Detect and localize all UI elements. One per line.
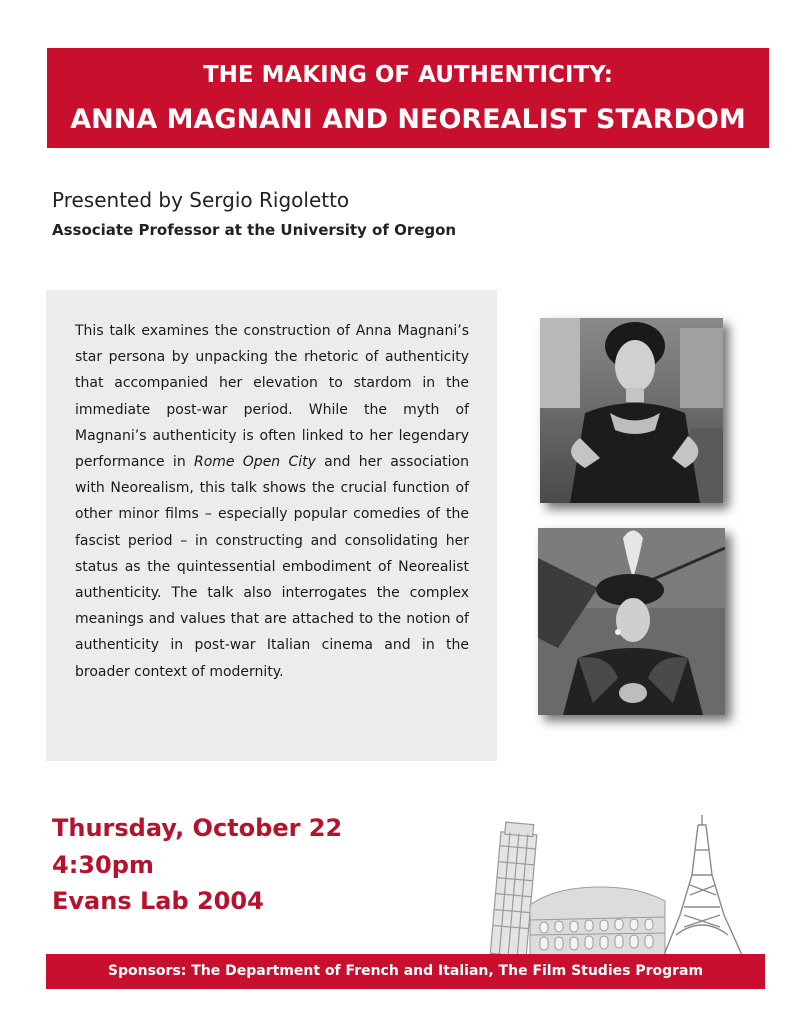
event-location: Evans Lab 2004 [52, 887, 264, 915]
title-banner [47, 48, 769, 148]
film-title: Rome Open City [193, 454, 316, 471]
event-time: 4:30pm [52, 850, 154, 879]
presenter-name: Presented by Sergio Rigoletto [52, 188, 350, 212]
title-line-1: THE MAKING OF AUTHENTICITY: [202, 62, 614, 88]
landmarks-illustration [480, 815, 770, 955]
eiffel-tower-icon [664, 815, 742, 955]
title-line-2: ANNA MAGNANI AND NEOREALIST STARDOM [70, 104, 746, 135]
presenter-affiliation: Associate Professor at the University of Oregon [52, 221, 457, 239]
abstract-part-1: This talk examines the construction of Anna Magnani’s star persona by unpacking the rhetoric of authenticity that accompanied her elevation to stardom in the immediate post-war period. While the myth of Magnani’s authenticity is often linked to her legendary performance in [75, 323, 469, 471]
anna-magnani-feathered-hat-photo [538, 528, 725, 715]
portrait-photo-image [540, 318, 723, 503]
sponsors-banner: Sponsors: The Department of French and Italian, The Film Studies Program [46, 954, 765, 989]
abstract-text [75, 318, 469, 685]
event-details [52, 810, 342, 920]
abstract-box [46, 290, 497, 761]
colosseum-icon [530, 887, 665, 955]
feathered-hat-photo-image [538, 528, 725, 715]
event-date: Thursday, October 22 [52, 814, 343, 842]
anna-magnani-portrait-photo [540, 318, 723, 503]
abstract-part-2: and her association with Neorealism, this talk shows the crucial function of other minor films – especially popular comedies of the fascist period – in constructing and consolidating her status as the quintessential embodiment of Neorealist authenticity. The talk also interrogates the complex meanings and values that are attached to the notion of authenticity in post-war Italian cinema and in the broader context of modernity. [75, 454, 469, 680]
